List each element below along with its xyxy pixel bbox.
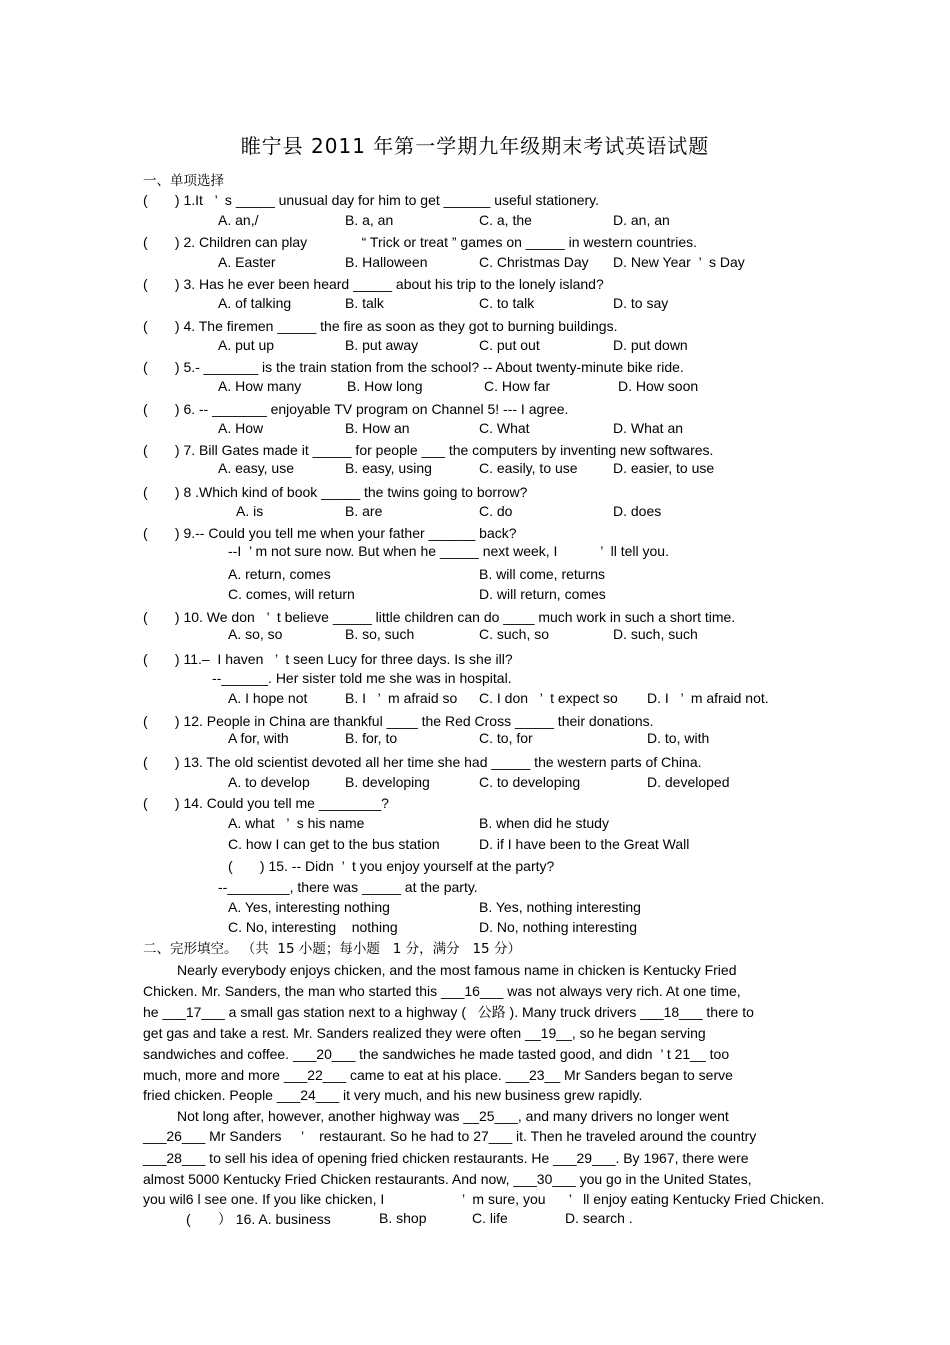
- answer-option-c: C. to developing: [479, 774, 581, 790]
- passage-line: fried chicken. People ___24___ it very much, and his new business grew rapidly.: [143, 1087, 643, 1103]
- passage-line: much, more and more ___22___ came to eat at his place. ___23__ Mr Sanders began to serve: [143, 1067, 733, 1083]
- answer-option-b: B. How an: [345, 420, 410, 436]
- question-stem: ( ) 9.-- Could you tell me when your father ______ back?: [143, 525, 517, 541]
- answer-option-a: A. put up: [218, 337, 275, 353]
- answer-option-d: D. What an: [613, 420, 684, 436]
- answer-option-b: B. developing: [345, 774, 430, 790]
- answer-option-c: C. a, the: [479, 212, 532, 228]
- answer-option-b: B. I ’ m afraid so: [345, 690, 458, 706]
- question-stem: ( ) 11.– I haven ’ t seen Lucy for three days. Is she ill?: [143, 651, 513, 667]
- answer-option-d: D. No, nothing interesting: [479, 919, 637, 935]
- passage-line: Nearly everybody enjoys chicken, and the most famous name in chicken is Kentucky Fried: [177, 962, 737, 978]
- answer-option-d: D. will return, comes: [479, 586, 606, 602]
- answer-option-c: C. to talk: [479, 295, 535, 311]
- answer-option-a: A. Easter: [218, 254, 276, 270]
- answer-option-a: A. How many: [218, 378, 302, 394]
- page-title: 睢宁县 2011 年第一学期九年级期末考试英语试题: [240, 134, 710, 158]
- passage-line: he ___17___ a small gas station next to a highway ( 公路 ). Many truck drivers ___18___ there to: [143, 1004, 754, 1020]
- answer-option-a: A. is: [236, 503, 264, 519]
- answer-option-a: A. How: [218, 420, 264, 436]
- answer-option-a: A. what ’ s his name: [228, 815, 365, 831]
- answer-option-a: A for, with: [228, 730, 289, 746]
- question-stem: ( ) 12. People in China are thankful ____ the Red Cross _____ their donations.: [143, 713, 654, 729]
- answer-option-b: B. put away: [345, 337, 419, 353]
- section-heading-cloze: 二、完形填空。 （共 15 小题；每小题 1 分，满分 15 分）: [143, 941, 521, 957]
- question-stem: ( ) 5.- _______ is the train station from the school? -- About twenty-minute bike ride.: [143, 359, 684, 375]
- answer-option-a: A. to develop: [228, 774, 310, 790]
- answer-option-b: B. so, such: [345, 626, 415, 642]
- answer-option-d: D. New Year ’ s Day: [613, 254, 745, 270]
- question-stem: ( ) 13. The old scientist devoted all her time she had _____ the western parts of China.: [143, 754, 702, 770]
- answer-option-c: C. life: [472, 1210, 508, 1226]
- answer-option-c: C. such, so: [479, 626, 550, 642]
- passage-line: Chicken. Mr. Sanders, the man who started this ___16___ was not always very rich. At one time,: [143, 983, 741, 999]
- answer-option-d: D. I ’ m afraid not.: [647, 690, 769, 706]
- answer-option-c: C. What: [479, 420, 530, 436]
- answer-option-d: D. How soon: [618, 378, 699, 394]
- question-stem-continued: --________, there was _____ at the party.: [218, 879, 478, 895]
- answer-option-a: A. an,/: [218, 212, 259, 228]
- passage-line: sandwiches and coffee. ___20___ the sandwiches he made tasted good, and didn ’ t 21__ too: [143, 1046, 730, 1062]
- answer-option-d: D. search .: [565, 1210, 633, 1226]
- answer-option-c: C. No, interesting nothing: [228, 919, 398, 935]
- question-stem: ( ) 3. Has he ever been heard _____ about his trip to the lonely island?: [143, 276, 604, 292]
- passage-line: Not long after, however, another highway was __25___, and many drivers no longer went: [177, 1108, 729, 1124]
- answer-option-d: D. to, with: [647, 730, 710, 746]
- answer-option-c: C. do: [479, 503, 513, 519]
- answer-option-b: B. talk: [345, 295, 384, 311]
- question-stem: ( ) 7. Bill Gates made it _____ for people ___ the computers by inventing new softwares.: [143, 442, 714, 458]
- question-stem: ( ） 16. A. business: [186, 1211, 331, 1227]
- answer-option-b: B. a, an: [345, 212, 394, 228]
- question-stem: ( ) 2. Children can play “ Trick or treat ” games on _____ in western countries.: [143, 234, 698, 250]
- answer-option-b: B. shop: [379, 1210, 427, 1226]
- answer-option-d: D. an, an: [613, 212, 670, 228]
- question-stem: ( ) 10. We don ’ t believe _____ little children can do ____ much work in such a short time.: [143, 609, 736, 625]
- answer-option-d: D. easier, to use: [613, 460, 715, 476]
- passage-line: you wil6 l see one. If you like chicken, I ’ m sure, you ’ ll enjoy eating Kentucky Fried Chicken.: [143, 1191, 825, 1207]
- question-stem: ( ) 14. Could you tell me ________?: [143, 795, 389, 811]
- answer-option-d: D. put down: [613, 337, 688, 353]
- answer-option-c: C. to, for: [479, 730, 533, 746]
- answer-option-b: B. are: [345, 503, 383, 519]
- answer-option-b: B. How long: [347, 378, 423, 394]
- answer-option-d: D. if I have been to the Great Wall: [479, 836, 690, 852]
- answer-option-c: C. Christmas Day: [479, 254, 589, 270]
- answer-option-b: B. Yes, nothing interesting: [479, 899, 641, 915]
- passage-line: ___26___ Mr Sanders ’ restaurant. So he had to 27___ it. Then he traveled around the country: [143, 1128, 757, 1144]
- answer-option-d: D. does: [613, 503, 662, 519]
- passage-line: get gas and take a rest. Mr. Sanders realized they were often __19__, so he began serving: [143, 1025, 706, 1041]
- answer-option-a: A. so, so: [228, 626, 283, 642]
- answer-option-a: A. Yes, interesting nothing: [228, 899, 390, 915]
- answer-option-c: C. comes, will return: [228, 586, 355, 602]
- answer-option-a: A. return, comes: [228, 566, 331, 582]
- answer-option-c: C. how I can get to the bus station: [228, 836, 440, 852]
- answer-option-b: B. easy, using: [345, 460, 432, 476]
- passage-line: almost 5000 Kentucky Fried Chicken restaurants. And now, ___30___ you go in the United States,: [143, 1171, 752, 1187]
- answer-option-b: B. when did he study: [479, 815, 609, 831]
- answer-option-a: A. I hope not: [228, 690, 308, 706]
- answer-option-c: C. easily, to use: [479, 460, 578, 476]
- question-stem: ( ) 6. -- _______ enjoyable TV program on Channel 5! --- I agree.: [143, 401, 569, 417]
- answer-option-a: A. of talking: [218, 295, 292, 311]
- answer-option-d: D. developed: [647, 774, 730, 790]
- answer-option-c: C. I don ’ t expect so: [479, 690, 618, 706]
- answer-option-b: B. for, to: [345, 730, 398, 746]
- question-stem-continued: --I ’ m not sure now. But when he _____ next week, I ’ ll tell you.: [228, 543, 669, 559]
- question-stem-continued: --______. Her sister told me she was in hospital.: [212, 670, 512, 686]
- answer-option-c: C. put out: [479, 337, 540, 353]
- section-heading-single-choice: 一、单项选择: [143, 173, 224, 189]
- question-stem: ( ) 15. -- Didn ’ t you enjoy yourself at the party?: [228, 858, 555, 874]
- question-stem: ( ) 1.It ’ s _____ unusual day for him to get ______ useful stationery.: [143, 192, 600, 208]
- passage-line: ___28___ to sell his idea of opening fried chicken restaurants. He ___29___. By 1967, there were: [143, 1150, 749, 1166]
- answer-option-b: B. Halloween: [345, 254, 428, 270]
- answer-option-a: A. easy, use: [218, 460, 295, 476]
- answer-option-b: B. will come, returns: [479, 566, 606, 582]
- answer-option-d: D. to say: [613, 295, 669, 311]
- question-stem: ( ) 4. The firemen _____ the fire as soon as they got to burning buildings.: [143, 318, 618, 334]
- question-stem: ( ) 8 .Which kind of book _____ the twins going to borrow?: [143, 484, 528, 500]
- answer-option-d: D. such, such: [613, 626, 698, 642]
- answer-option-c: C. How far: [484, 378, 551, 394]
